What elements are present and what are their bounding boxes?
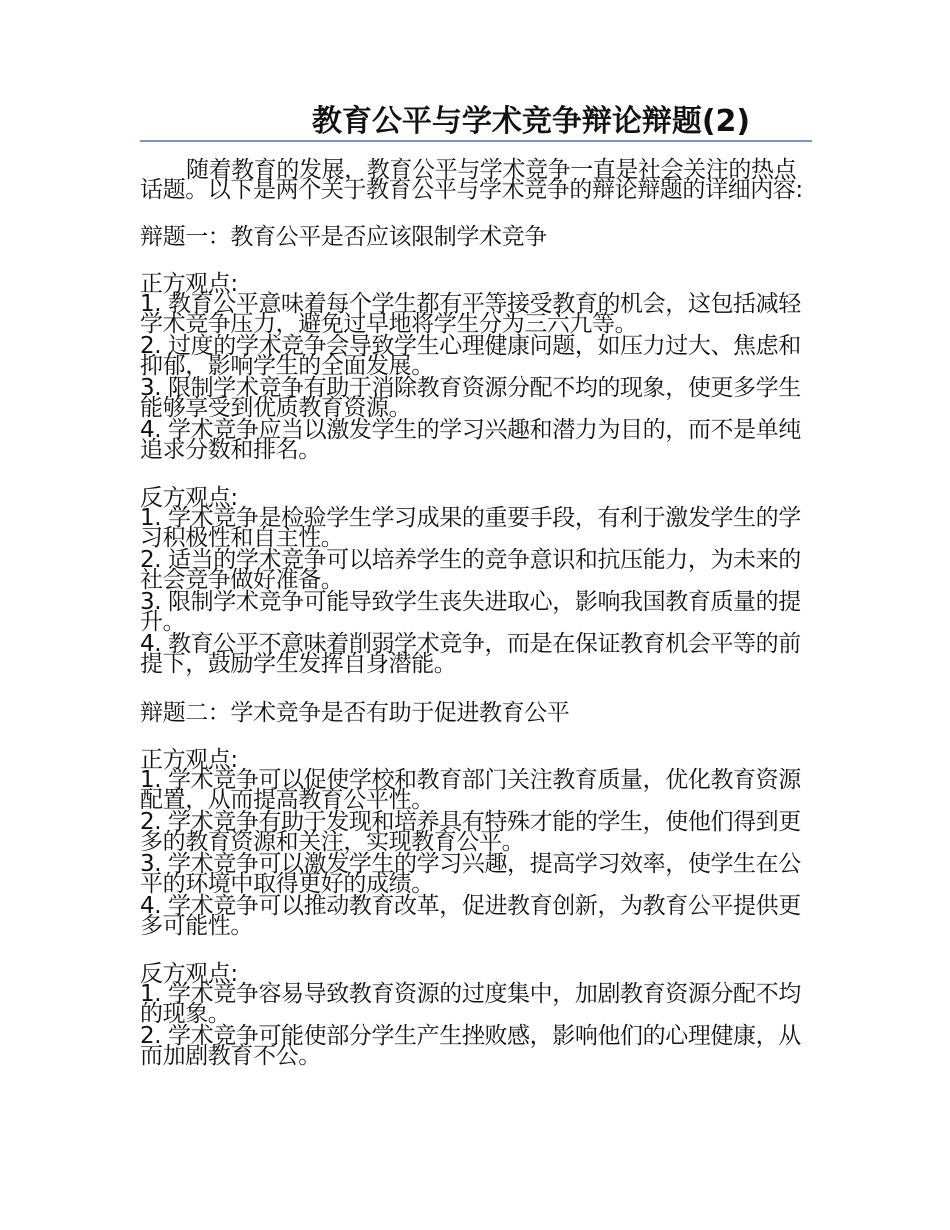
list-item: 2. 学术竞争有助于发现和培养具有特殊才能的学生，使他们得到更多的教育资源和关注，实现教育公平。 xyxy=(140,809,801,855)
topic-heading: 辩题二：学术竞争是否有助于促进教育公平 xyxy=(140,700,570,726)
negative-label: 反方观点: xyxy=(140,961,238,987)
list-item: 1. 学术竞争容易导致教育资源的过度集中，加剧教育资源分配不均的现象。 xyxy=(140,981,801,1027)
negative-points xyxy=(140,981,812,1069)
list-item: 1. 学术竞争是检验学生学习成果的重要手段，有利于激发学生的学习积极性和自主性。 xyxy=(140,505,801,551)
list-item: 4. 学术竞争应当以激发学生的学习兴趣和潜力为目的，而不是单纯追求分数和排名。 xyxy=(140,417,801,463)
list-item: 2. 过度的学术竞争会导致学生心理健康问题，如压力过大、焦虑和抑郁，影响学生的全面发展。 xyxy=(140,333,801,379)
affirmative-label: 正方观点: xyxy=(140,271,238,297)
list-item: 4. 学术竞争可以推动教育改革，促进教育创新，为教育公平提供更多可能性。 xyxy=(140,893,801,939)
affirmative-points xyxy=(140,291,812,463)
affirmative-label: 正方观点: xyxy=(140,747,238,773)
document-title: 教育公平与学术竞争辩论辩题(2) xyxy=(311,104,751,139)
affirmative-points xyxy=(140,767,812,939)
list-item: 1. 学术竞争可以促使学校和教育部门关注教育质量，优化教育资源配置，从而提高教育公平性。 xyxy=(140,767,801,813)
list-item: 3. 限制学术竞争有助于消除教育资源分配不均的现象，使更多学生能够享受到优质教育资源。 xyxy=(140,375,801,421)
list-item: 4. 教育公平不意味着削弱学术竞争，而是在保证教育机会平等的前提下，鼓励学生发挥自身潜能。 xyxy=(140,631,801,677)
negative-points xyxy=(140,505,812,677)
document-page xyxy=(140,104,812,1068)
title-underline xyxy=(140,140,812,142)
list-item: 2. 学术竞争可能使部分学生产生挫败感，影响他们的心理健康，从而加剧教育不公。 xyxy=(140,1023,801,1069)
intro-paragraph: 随着教育的发展，教育公平与学术竞争一直是社会关注的热点话题。以下是两个关于教育公平与学术竞争的辩论辩题的详细内容: xyxy=(140,157,803,203)
list-item: 3. 限制学术竞争可能导致学生丧失进取心，影响我国教育质量的提升。 xyxy=(140,589,801,635)
list-item: 2. 适当的学术竞争可以培养学生的竞争意识和抗压能力，为未来的社会竞争做好准备。 xyxy=(140,547,801,593)
list-item: 3. 学术竞争可以激发学生的学习兴趣，提高学习效率，使学生在公平的环境中取得更好的成绩。 xyxy=(140,851,801,897)
topic-heading: 辩题一：教育公平是否应该限制学术竞争 xyxy=(140,224,547,250)
list-item: 1. 教育公平意味着每个学生都有平等接受教育的机会，这包括减轻学术竞争压力，避免过早地将学生分为三六九等。 xyxy=(140,291,801,337)
negative-label: 反方观点: xyxy=(140,485,238,511)
